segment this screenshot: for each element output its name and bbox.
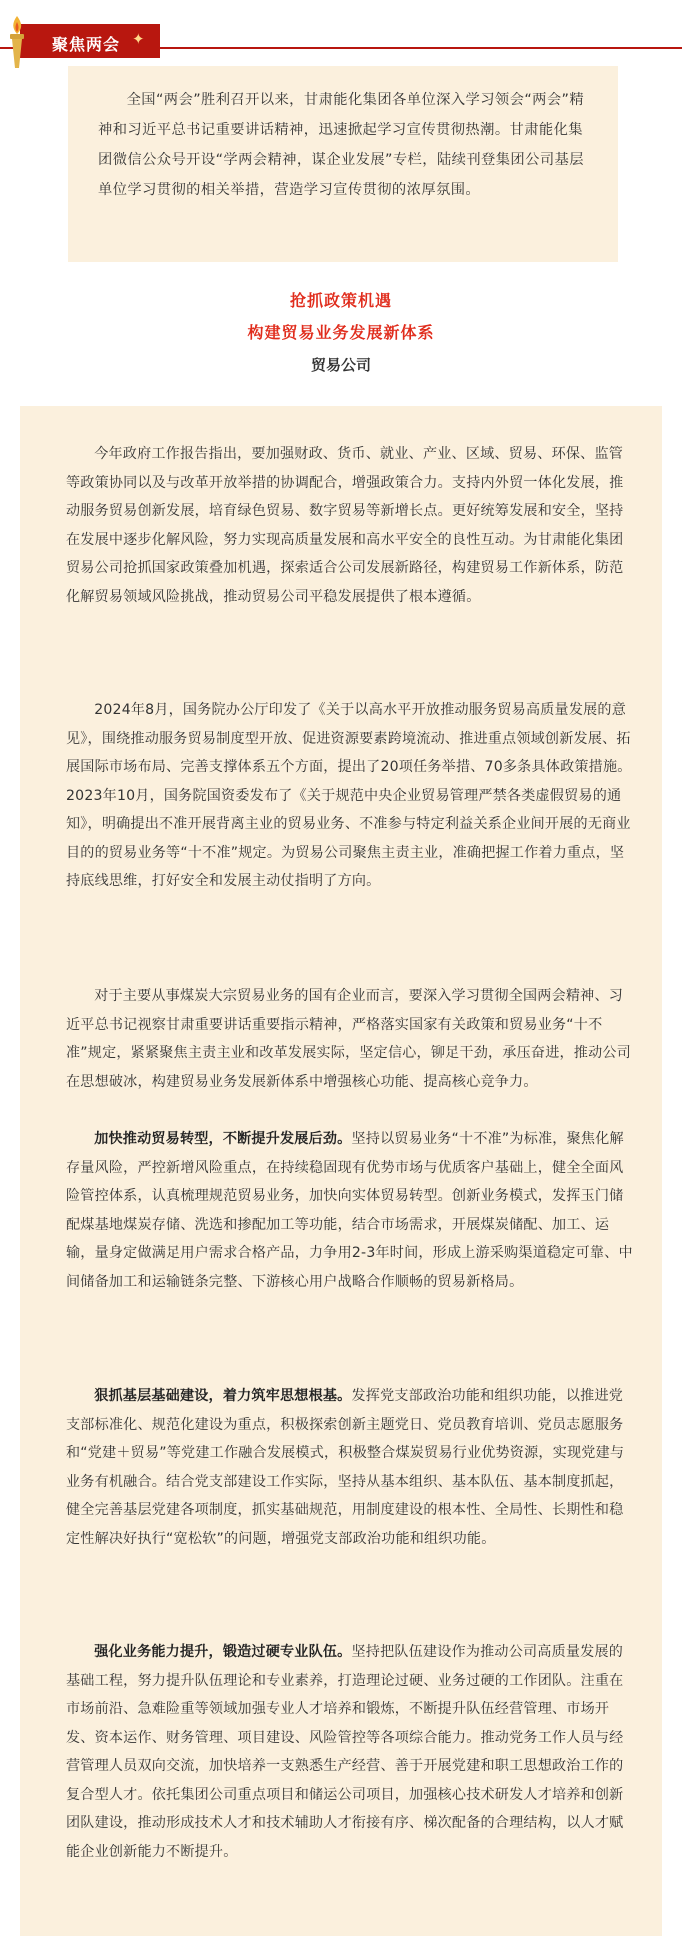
torch-icon: [4, 14, 30, 70]
paragraph-4-lead: 加快推动贸易转型，不断提升发展后劲。: [94, 1131, 352, 1147]
intro-text: 全国“两会”胜利召开以来，甘肃能化集团各单位深入学习领会“两会”精神和习近平总书记重要讲话精神，迅速掀起学习宣传贯彻热潮。甘肃能化集团微信公众号开设“学两会精神，谋企业发展”专栏，陆续刊登集团公司基层单位学习贯彻的相关举措，营造学习宣传贯彻的浓厚氛围。: [98, 92, 585, 198]
article-author: 贸易公司: [310, 356, 371, 374]
section-banner: [0, 14, 682, 54]
intro-panel: [68, 66, 618, 262]
paragraph-4: [66, 1125, 636, 1296]
paragraph-2: 2024年8月，国务院办公厅印发了《关于以高水平开放推动服务贸易高质量发展的意见》，围绕推动服务贸易制度型开放、促进资源要素跨境流动、推进重点领域创新发展、拓展国际市场布局、完善支撑体系五个方面，提出了20项任务举措、70多条具体政策措施。2023年10月，国务院国资委发布了《关于规范中央企业贸易管理严禁各类虚假贸易的通知》，明确提出不准开展背离主业的贸易业务、不准参与特定利益关系企业间开展的无商业目的的贸易业务等“十不准”规定。为贸易公司聚焦主责主业，准确把握工作着力重点，坚持底线思维，打好安全和发展主动仗指明了方向。: [66, 702, 632, 889]
paragraph-1: 今年政府工作报告指出，要加强财政、货币、就业、产业、区域、贸易、环保、监管等政策协同以及与改革开放举措的协调配合，增强政策合力。支持内外贸一体化发展，推动服务贸易创新发展，培育绿色贸易、数字贸易等新增长点。更好统筹发展和安全，坚持在发展中逐步化解风险，努力实现高质量发展和高水平安全的良性互动。为甘肃能化集团贸易公司抢抓国家政策叠加机遇，探索适合公司发展新路径，构建贸易工作新体系，防范化解贸易领域风险挑战，推动贸易公司平稳发展提供了根本遵循。: [66, 446, 624, 605]
paragraph-6-lead: 强化业务能力提升，锻造过硬专业队伍。: [94, 1644, 352, 1660]
paragraph-3: 对于主要从事煤炭大宗贸易业务的国有企业而言，要深入学习贯彻全国两会精神、习近平总书记视察甘肃重要讲话重要指示精神，严格落实国家有关政策和贸易业务“十不准”规定，紧紧聚焦主责主业和改革发展实际，坚定信心，铆足干劲，承压奋进，推动公司在思想破冰，构建贸易业务发展新体系中增强核心功能、提高核心竞争力。: [66, 988, 631, 1090]
article-title-line1: 抢抓政策机遇: [289, 291, 392, 310]
paragraph-5-text: 发挥党支部政治功能和组织功能，以推进党支部标准化、规范化建设为重点，积极探索创新主题党日、党员教育培训、党员志愿服务和“党建＋贸易”等党建工作融合发展模式，积极整合煤炭贸易行业优势资源，实现党建与业务有机融合。结合党支部建设工作实际，坚持从基本组织、基本队伍、基本制度抓起，健全完善基层党建各项制度，抓实基础规范，用制度建设的根本性、全局性、长期性和稳定性解决好执行“宽松软”的问题，增强党支部政治功能和组织功能。: [66, 1388, 625, 1547]
paragraph-5-lead: 狠抓基层基础建设，着力筑牢思想根基。: [94, 1388, 352, 1404]
paragraph-4-text: 坚持以贸易业务“十不准”为标准，聚焦化解存量风险，严控新增风险重点，在持续稳固现有优势市场与优质客户基础上，健全全面风险管控体系，认真梳理规范贸易业务，加快向实体贸易转型。创新业务模式，发挥玉门储配煤基地煤炭存储、洗选和掺配加工等功能，结合市场需求，开展煤炭储配、加工、运输，量身定做满足用户需求合格产品，力争用2-3年时间，形成上游采购渠道稳定可靠、中间储备加工和运输链条完整、下游核心用户战略合作顺畅的贸易新格局。: [66, 1131, 633, 1290]
banner-tab: [20, 24, 160, 58]
paragraph-6-text: 坚持把队伍建设作为推动公司高质量发展的基础工程，努力提升队伍理论和专业素养，打造理论过硬、业务过硬的工作团队。注重在市场前沿、急难险重等领域加强专业人才培养和锻炼，不断提升队伍经营管理、市场开发、资本运作、财务管理、项目建设、风险管控等各项综合能力。推动党务工作人员与经营管理人员双向交流，加快培养一支熟悉生产经营、善于开展党建和职工思想政治工作的复合型人才。依托集团公司重点项目和储运公司项目，加强核心技术研发人才培养和创新团队建设，推动形成技术人才和技术辅助人才衔接有序、梯次配备的合理结构，以人才赋能企业创新能力不断提升。: [66, 1644, 624, 1860]
article-title-line2: 构建贸易业务发展新体系: [247, 323, 435, 342]
bird-icon: ✦: [132, 30, 145, 48]
banner-label: 聚焦两会: [52, 35, 121, 54]
paragraph-6: [66, 1638, 636, 1866]
paragraph-5: [66, 1382, 636, 1553]
